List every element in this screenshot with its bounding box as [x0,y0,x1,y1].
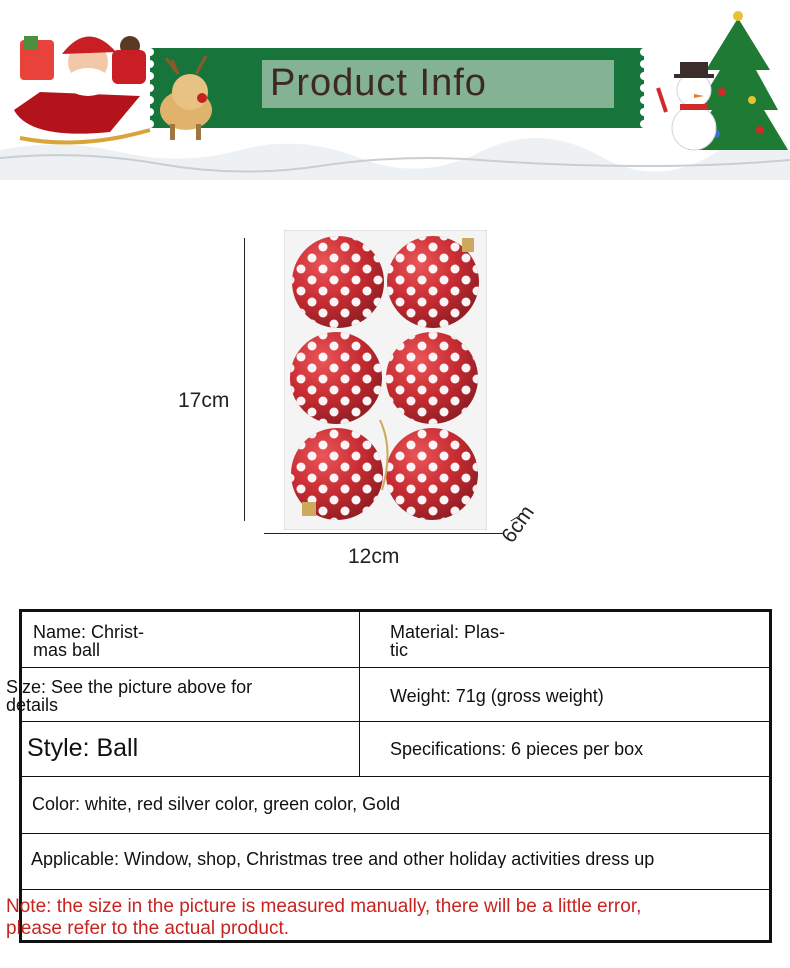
color-cell: Color: white, red silver color, green color, Gold [32,794,401,814]
height-dimension-line [244,238,245,521]
specifications-cell: Specifications: 6 pieces per box [390,739,644,759]
size-cell: Size: See the picture above for details [6,677,253,715]
product-photo [284,230,487,530]
height-label: 17cm [178,389,230,412]
name-cell: Name: Christ- mas ball [33,622,145,660]
weight-cell: Weight: 71g (gross weight) [390,686,604,706]
material-cell: Material: Plas- tic [390,622,506,660]
style-cell: Style: Ball [27,734,139,762]
snowman-tree-illustration [658,11,788,150]
depth-marker [497,501,560,552]
measurement-note: Note: the size in the picture is measured manually, there will be a little error, please refer to the actual product. [6,896,642,939]
depth-label: 6cm [497,501,539,548]
row-divider [22,889,769,890]
column-divider [359,612,360,777]
banner-title: Product Info [270,62,487,104]
row-divider [22,776,769,777]
width-dimension-line [264,533,504,534]
santa-sleigh-illustration [14,36,150,143]
row-divider [22,833,769,834]
ornament-box-image [284,230,487,530]
christmas-banner [0,0,790,180]
row-divider [22,721,769,722]
row-divider [22,667,769,668]
width-label: 12cm [348,545,400,568]
applicable-cell: Applicable: Window, shop, Christmas tree and other holiday activities dress up [31,850,655,868]
